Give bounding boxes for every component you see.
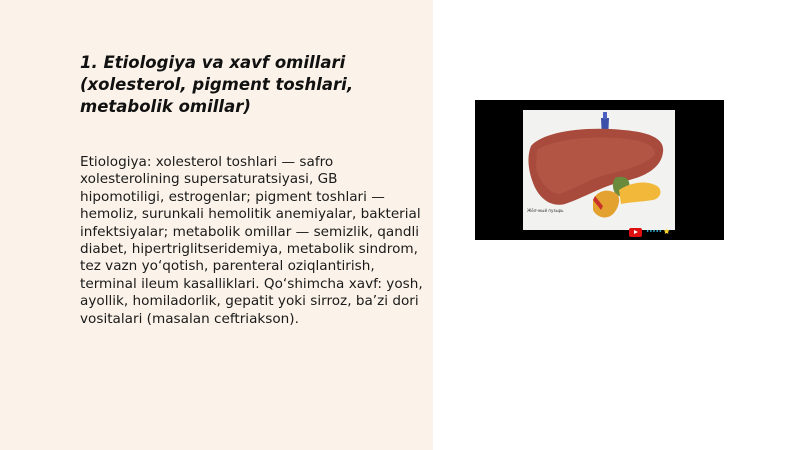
youtube-icon[interactable] [629, 228, 642, 237]
liver-illustration [523, 110, 675, 230]
channel-label: ••••• ⭐ [646, 229, 670, 235]
video-caption: Жёлчный пузырь [527, 208, 564, 213]
slide-body: Etiologiya: xolesterol toshlari — safro xolesterolining supersaturatsiyasi, GB hipomotiligi, estrogenlar; pigment toshlari — hemoliz, surunkali hemolitik anemiyalar, bakterial infektsiyalar; metabolik omillar — semizlik, qandli diabet, hipertriglitseridemiya, metabolik sindrom, tez vazn yo‘qotish, parenteral oziqlantirish, terminal ileum kasalliklari. Qo‘shimcha xavf: yosh, ayollik, homiladorlik, gepatit yoki sirroz, ba’zi dori vositalari (masalan ceftriakson). [80, 154, 423, 327]
video-player[interactable] [475, 100, 724, 240]
slide-title: 1. Etiologiya va xavf omillari (xolesterol, pigment toshlari, metabolik omillar) [80, 53, 354, 116]
